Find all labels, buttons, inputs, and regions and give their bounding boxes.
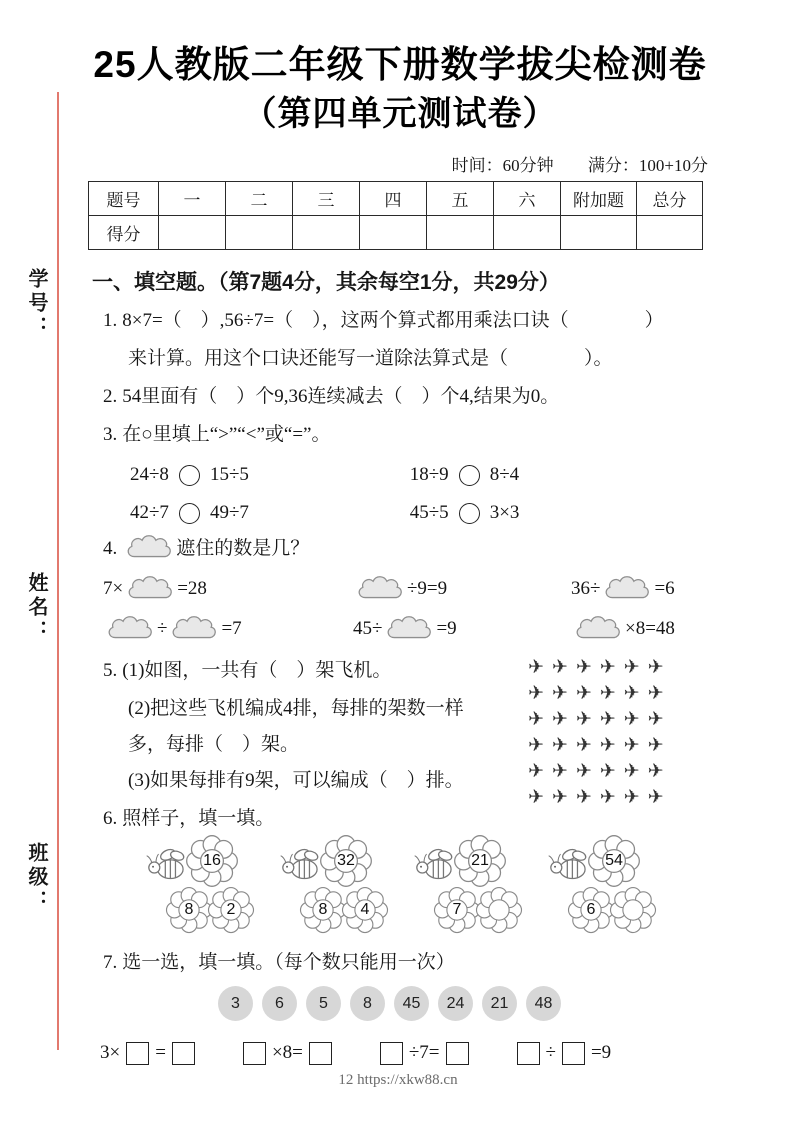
- score-table-cell: 二: [226, 182, 293, 216]
- score-table-cell: 总分: [637, 182, 703, 216]
- footer-link[interactable]: 12 https://xkw88.cn: [338, 1072, 458, 1088]
- comparison-circle-blank: [179, 503, 200, 524]
- answer-box: [517, 1042, 540, 1065]
- number-choices: [218, 986, 561, 1021]
- flower-number: 16: [203, 852, 221, 869]
- airplane-row-icons: ✈✈✈✈✈✈: [528, 760, 672, 782]
- fill-equation: [237, 1038, 338, 1068]
- question-text: 来计算。用这个口诀还能写一道除法算式是（ ）。: [128, 348, 613, 369]
- equation-text: 7×: [103, 578, 124, 599]
- equation-text: =9: [590, 1042, 612, 1063]
- question-3-row-2: [130, 498, 519, 528]
- question-text: 照样子，填一填。: [122, 808, 275, 829]
- flower-factor: [433, 886, 481, 934]
- flower-number: [475, 886, 523, 934]
- cloud-cover-icon: [356, 576, 404, 602]
- comparison-pair: [130, 498, 405, 528]
- number-choice: 24: [438, 986, 473, 1021]
- question-7: [103, 948, 455, 978]
- question-1-line-1: [103, 306, 664, 336]
- question-text: 8×7=（ ）,56÷7=（ ），这两个算式都用乘法口诀（ ）: [122, 310, 664, 331]
- question-5-part-1: [103, 656, 391, 686]
- score-cell-empty: [427, 216, 494, 250]
- flower-number: 54: [605, 852, 623, 869]
- expression-right: 49÷7: [209, 502, 249, 523]
- score-table-score-row: [89, 216, 703, 250]
- cloud-equation: [571, 574, 675, 604]
- equation-text: ÷: [157, 618, 168, 639]
- answer-box: [446, 1042, 469, 1065]
- answer-box: [309, 1042, 332, 1065]
- cloud-equation: [353, 574, 571, 604]
- flower-number: 2: [226, 901, 236, 918]
- score-cell-empty: [637, 216, 703, 250]
- question-4-row-1: [103, 574, 675, 604]
- bee-flower-group: [279, 834, 399, 946]
- number-choice: 3: [218, 986, 253, 1021]
- fill-equation: [374, 1038, 475, 1068]
- airplane-row-icons: ✈✈✈✈✈✈: [528, 734, 672, 756]
- flower-factor: [567, 886, 615, 934]
- class-label: 班级：: [25, 842, 47, 914]
- question-text: 多，每排（ ）架。: [128, 734, 300, 755]
- answer-box: [172, 1042, 195, 1065]
- equation-text: ÷: [545, 1042, 556, 1063]
- student-id-label: 学号：: [25, 268, 47, 340]
- flower-number: 8: [184, 901, 194, 918]
- score-cell-empty: [561, 216, 637, 250]
- fill-equation: [100, 1038, 201, 1068]
- cloud-equation: [571, 614, 675, 644]
- page-title: 25人教版二年级下册数学拔尖检测卷: [93, 44, 707, 85]
- full-score: 满分：100+10分: [587, 156, 708, 175]
- flower-factor: [207, 886, 255, 934]
- name-label: 姓名：: [25, 572, 47, 644]
- airplane-row-icons: ✈✈✈✈✈✈: [528, 682, 672, 704]
- number-choice: 45: [394, 986, 429, 1021]
- cloud-equation: [353, 614, 571, 644]
- question-number: 7.: [103, 952, 118, 973]
- question-number: 4.: [103, 538, 118, 559]
- question-4-row-2: [103, 614, 675, 644]
- question-number: 5.: [103, 660, 118, 681]
- question-text: 选一选，填一填。（每个数只能用一次）: [122, 952, 455, 973]
- bee-icon: [413, 846, 457, 884]
- question-text: 遮住的数是几？: [176, 538, 310, 559]
- number-choice: 21: [482, 986, 517, 1021]
- score-cell-empty: [293, 216, 360, 250]
- number-choice: 8: [350, 986, 385, 1021]
- equation-text: =6: [654, 578, 675, 599]
- question-number: 3.: [103, 424, 118, 445]
- question-text: (3)如果每排有9架，可以编成（ ）排。: [128, 770, 464, 791]
- question-5-part-3: [128, 766, 464, 796]
- flower-factor-blank: [475, 886, 523, 934]
- airplane-grid: [528, 654, 672, 810]
- q7-equations: [100, 1038, 647, 1068]
- bee-flower-group: [547, 834, 667, 946]
- question-4-intro: [103, 534, 309, 564]
- airplane-row-icons: ✈✈✈✈✈✈: [528, 786, 672, 808]
- expression-left: 42÷7: [130, 502, 169, 523]
- comparison-pair: [130, 460, 405, 490]
- flower-factor: [299, 886, 347, 934]
- fold-line: [57, 92, 59, 1050]
- bee-flower-group: [145, 834, 265, 946]
- question-text: 在○里填上“>”“<”或“=”。: [122, 424, 331, 445]
- flower-number: 6: [586, 901, 596, 918]
- answer-box: [380, 1042, 403, 1065]
- page-subtitle: （第四单元测试卷）: [242, 95, 558, 133]
- question-6: [103, 804, 274, 834]
- cloud-cover-icon: [125, 535, 173, 561]
- expression-right: 8÷4: [489, 464, 520, 485]
- question-number: 1.: [103, 310, 118, 331]
- cloud-cover-icon: [603, 576, 651, 602]
- score-table-header-row: [89, 182, 703, 216]
- flower-factor: [165, 886, 213, 934]
- question-1-line-2: [128, 344, 613, 374]
- comparison-pair: [410, 498, 520, 528]
- flower-factor: [341, 886, 389, 934]
- score-table-cell: 三: [293, 182, 360, 216]
- question-3-row-1: [130, 460, 519, 490]
- bee-icon: [279, 846, 323, 884]
- flower-number: 21: [471, 852, 489, 869]
- score-table-cell: 五: [427, 182, 494, 216]
- number-choice: 6: [262, 986, 297, 1021]
- comparison-circle-blank: [459, 465, 480, 486]
- question-5-part-2a: [128, 694, 464, 724]
- cloud-cover-icon: [170, 616, 218, 642]
- score-cell-empty: [494, 216, 561, 250]
- cloud-cover-icon: [385, 616, 433, 642]
- equation-text: 36÷: [571, 578, 601, 599]
- equation-text: ÷7=: [408, 1042, 440, 1063]
- question-2: [103, 382, 559, 412]
- flower-product: [453, 834, 507, 888]
- equation-text: =28: [177, 578, 207, 599]
- score-cell-empty: [360, 216, 427, 250]
- expression-right: 15÷5: [209, 464, 249, 485]
- cloud-equation: [103, 614, 353, 644]
- number-choice: 5: [306, 986, 341, 1021]
- question-text: 54里面有（ ）个9,36连续减去（ ）个4,结果为0。: [122, 386, 560, 407]
- expression-left: 18÷9: [409, 464, 449, 485]
- flower-number: 4: [360, 901, 370, 918]
- exam-meta: [80, 151, 708, 176]
- number-choice: 48: [526, 986, 561, 1021]
- question-text: (2)把这些飞机编成4排，每排的架数一样: [128, 698, 464, 719]
- question-5-part-2b: [128, 730, 299, 760]
- cloud-cover-icon: [126, 576, 174, 602]
- score-table-cell: 四: [360, 182, 427, 216]
- cloud-cover-icon: [574, 616, 622, 642]
- flower-number: 8: [318, 901, 328, 918]
- score-table: [88, 181, 703, 250]
- cloud-equation: [103, 574, 353, 604]
- comparison-pair: [410, 460, 519, 490]
- comparison-circle-blank: [459, 503, 480, 524]
- equation-text: =9: [436, 618, 457, 639]
- equation-text: =7: [221, 618, 242, 639]
- section-heading: 一、填空题。（第7题4分，其余每空1分，共29分）: [92, 271, 560, 294]
- answer-box: [562, 1042, 585, 1065]
- score-table-cell: 六: [494, 182, 561, 216]
- equation-text: 45÷: [353, 618, 383, 639]
- expression-right: 3×3: [489, 502, 520, 523]
- cloud-cover-icon: [106, 616, 154, 642]
- score-table-cell: 一: [159, 182, 226, 216]
- flower-factor-blank: [609, 886, 657, 934]
- answer-box: [126, 1042, 149, 1065]
- fill-equation: [511, 1038, 612, 1068]
- equation-text: ×8=48: [625, 618, 675, 639]
- flower-product: [319, 834, 373, 888]
- time-limit: 时间：60分钟: [451, 156, 554, 175]
- bee-flower-group: [413, 834, 533, 946]
- score-table-cell: 题号: [89, 182, 159, 216]
- bee-icon: [547, 846, 591, 884]
- equation-text: 3×: [100, 1042, 121, 1063]
- question-text: (1)如图，一共有（ ）架飞机。: [122, 660, 392, 681]
- equation-text: ×8=: [271, 1042, 303, 1063]
- q6-figure: [145, 834, 667, 946]
- score-label: 得分: [89, 216, 159, 250]
- flower-product: [587, 834, 641, 888]
- airplane-row-icons: ✈✈✈✈✈✈: [528, 656, 672, 678]
- flower-number: 7: [452, 901, 462, 918]
- equation-text: =: [155, 1042, 166, 1063]
- score-cell-empty: [159, 216, 226, 250]
- flower-number: [609, 886, 657, 934]
- expression-left: 24÷8: [130, 464, 169, 485]
- flower-product: [185, 834, 239, 888]
- score-table-cell: 附加题: [561, 182, 637, 216]
- score-cell-empty: [226, 216, 293, 250]
- bee-icon: [145, 846, 189, 884]
- airplane-row-icons: ✈✈✈✈✈✈: [528, 708, 672, 730]
- question-3-intro: [103, 420, 330, 450]
- expression-left: 45÷5: [409, 502, 449, 523]
- comparison-circle-blank: [179, 465, 200, 486]
- flower-number: 32: [337, 852, 355, 869]
- question-number: 2.: [103, 386, 118, 407]
- question-number: 6.: [103, 808, 118, 829]
- answer-box: [243, 1042, 266, 1065]
- equation-text: ÷9=9: [407, 578, 448, 599]
